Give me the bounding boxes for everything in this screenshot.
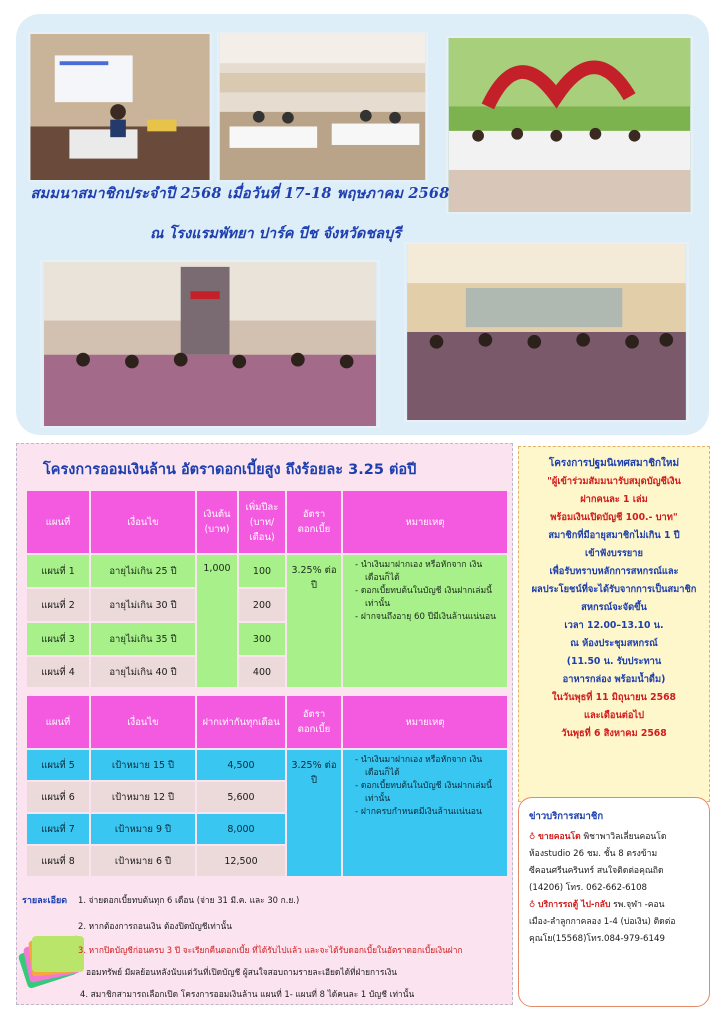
- condition-cell: เป้าหมาย 15 ปี: [91, 750, 195, 780]
- orientation-date-1: ในวันพุธที่ 11 มิถุนายน 2568: [551, 692, 677, 703]
- note-item: - ดอกเบี้ยทบต้นในบัญชี เงินฝากเล่มนี้เท่านั้น: [365, 780, 499, 806]
- condition-cell: เป้าหมาย 9 ปี: [91, 814, 195, 844]
- principal-cell: 1,000: [197, 555, 237, 687]
- savings-table-2: [25, 694, 509, 878]
- plan-cell: แผนที่ 7: [27, 814, 89, 844]
- rate-cell: 3.25% ต่อปี: [287, 750, 341, 876]
- seminar-audience-photo: [217, 32, 428, 182]
- detail-line-4: 4. สมาชิกสามารถเลือกเปิด โครงการออมเงินล้าน แผนที่ 1- แผนที่ 8 ได้คนละ 1 บัญชี เท่านั้น: [80, 989, 415, 999]
- plan-cell: แผนที่ 2: [27, 589, 89, 621]
- notes-cell: [343, 750, 507, 876]
- ring-icon: ♁: [529, 832, 536, 842]
- orientation-time: เวลา 12.00–13.10 น.: [564, 620, 664, 631]
- detail-line-1: 1. จ่ายดอกเบี้ยทบต้นทุก 6 เดือน (จ่าย 31 มี.ค. และ 30 ก.ย.): [78, 895, 300, 905]
- savings-table-1: [25, 489, 509, 689]
- ballroom-group-photo: [404, 242, 689, 422]
- amount-cell: 4,500: [197, 750, 285, 780]
- orientation-line: เข้าฟังบรรยาย: [585, 548, 643, 559]
- service-1-phone: (14206) โทร. 062-662-6108: [529, 883, 648, 893]
- savings-title: โครงการออมเงินล้าน อัตราดอกเบี้ยสูง ถึงร้อยละ 3.25 ต่อปี: [43, 462, 417, 478]
- header-rate: อัตราดอกเบี้ย: [287, 696, 341, 748]
- orientation-box: [518, 446, 710, 802]
- add-cell: 200: [239, 589, 285, 621]
- orientation-date-2: และเดือนต่อไป: [583, 710, 645, 721]
- plan-cell: แผนที่ 6: [27, 782, 89, 812]
- header-plan: แผนที่: [27, 696, 89, 748]
- orientation-line: เพื่อรับทราบหลักการสหกรณ์และ: [549, 566, 679, 577]
- service-2-label: บริการรถตู้ ไป-กลับ: [538, 900, 611, 910]
- condition-cell: เป้าหมาย 12 ปี: [91, 782, 195, 812]
- orientation-date-3: วันพุธที่ 6 สิงหาคม 2568: [561, 728, 667, 739]
- detail-line-3b: ออมทรัพย์ มีผลย้อนหลังนับแต่วันที่เปิดบัญชี ผู้สนใจสอบถามรายละเอียดได้ที่ฝ่ายการเงิน: [86, 967, 398, 977]
- header-add: เพิ่มปีละ (บาท/เดือน): [239, 491, 285, 553]
- orientation-line: สหกรณ์จะจัดขึ้น: [581, 602, 647, 613]
- seminar-location: ณ โรงแรมพัทยา ปาร์ค บีช จังหวัดชลบุรี: [150, 225, 402, 242]
- outdoor-group-photo: [446, 36, 693, 214]
- condition-cell: อายุไม่เกิน 30 ปี: [91, 589, 195, 621]
- passbook-cards-image: [18, 928, 88, 990]
- orientation-line: สมาชิกที่มีอายุสมาชิกไม่เกิน 1 ปี: [548, 530, 680, 541]
- plan-cell: แผนที่ 5: [27, 750, 89, 780]
- service-2-phone: คุณโย(15568)โทร.084-979-6149: [529, 934, 665, 944]
- orientation-line: (11.50 น. รับประทาน: [566, 656, 662, 667]
- orientation-quote-2: ฝากคนละ 1 เล่ม: [580, 494, 648, 505]
- service-1-name: พิชาพาวิลเลี่ยนคอนโด: [583, 832, 667, 842]
- header-note: หมายเหตุ: [343, 696, 507, 748]
- note-item: - ฝากครบกำหนดมีเงินล้านแน่นอน: [365, 806, 499, 819]
- orientation-line: ผลประโยชน์ที่จะได้รับจากการเป็นสมาชิก: [531, 584, 697, 595]
- add-cell: 100: [239, 555, 285, 587]
- notes-cell: [343, 555, 507, 687]
- orientation-line: อาหารกล่อง พร้อมน้ำดื่ม): [562, 674, 666, 685]
- indoor-group-photo: [40, 260, 380, 428]
- ring-icon: ♁: [529, 900, 536, 910]
- service-1-label: ขายคอนโด: [538, 832, 581, 842]
- detail-line-2: 2. หากต้องการถอนเงิน ต้องปิดบัญชีเท่านั้น: [78, 921, 232, 931]
- plan-cell: แผนที่ 3: [27, 623, 89, 655]
- note-item: - ฝากจนถึงอายุ 60 ปีมีเงินล้านแน่นอน: [365, 611, 499, 624]
- service-1-detail: ซีคอนศรีนครินทร์ สนใจติดต่อคุณถิด: [529, 866, 664, 876]
- note-item: - ดอกเบี้ยทบต้นในบัญชี เงินฝากเล่มนี้เท่านั้น: [365, 585, 499, 611]
- header-condition: เงื่อนไข: [91, 696, 195, 748]
- orientation-quote-3: พร้อมเงินเปิดบัญชี 100.- บาท": [550, 512, 678, 523]
- header-rate: อัตราดอกเบี้ย: [287, 491, 341, 553]
- plan-cell: แผนที่ 4: [27, 657, 89, 687]
- header-principal: เงินต้น (บาท): [197, 491, 237, 553]
- seminar-title: สมมนาสมาชิกประจำปี 2568 เมื่อวันที่ 17-18 พฤษภาคม 2568: [30, 185, 450, 202]
- note-item: - นำเงินมาฝากเอง หรือหักจาก เงินเดือนก็ได้: [365, 559, 499, 585]
- orientation-quote-1: "ผู้เข้าร่วมสัมมนารับสมุดบัญชีเงิน: [547, 476, 681, 487]
- add-cell: 400: [239, 657, 285, 687]
- header-monthly: ฝากเท่ากันทุกเดือน: [197, 696, 285, 748]
- rate-cell: 3.25% ต่อปี: [287, 555, 341, 687]
- services-title: ข่าวบริการสมาชิก: [529, 811, 604, 822]
- plan-cell: แผนที่ 8: [27, 846, 89, 876]
- header-note: หมายเหตุ: [343, 491, 507, 553]
- details-label: รายละเอียด: [22, 896, 68, 906]
- plan-cell: แผนที่ 1: [27, 555, 89, 587]
- member-services-box: [518, 797, 710, 1007]
- orientation-title: โครงการปฐมนิเทศสมาชิกใหม่: [548, 458, 680, 469]
- condition-cell: อายุไม่เกิน 35 ปี: [91, 623, 195, 655]
- amount-cell: 8,000: [197, 814, 285, 844]
- header-plan: แผนที่: [27, 491, 89, 553]
- seminar-speaker-photo: [28, 32, 212, 182]
- add-cell: 300: [239, 623, 285, 655]
- amount-cell: 5,600: [197, 782, 285, 812]
- orientation-venue: ณ ห้องประชุมสหกรณ์: [570, 638, 658, 649]
- condition-cell: เป้าหมาย 6 ปี: [91, 846, 195, 876]
- service-2-route: รพ.จุฬา -คอน: [613, 900, 665, 910]
- service-2-detail: เมือง-ลำลูกกาคลอง 1-4 (บ่อเงิน) ติดต่อ: [529, 917, 676, 927]
- service-1-detail: ห้องstudio 26 ชม. ชั้น 8 ตรงข้าม: [529, 849, 658, 859]
- note-item: - นำเงินมาฝากเอง หรือหักจาก เงินเดือนก็ได้: [365, 754, 499, 780]
- condition-cell: อายุไม่เกิน 25 ปี: [91, 555, 195, 587]
- amount-cell: 12,500: [197, 846, 285, 876]
- detail-line-3: 3. หากปิดบัญชีก่อนครบ 3 ปี จะเรียกคืนดอกเบี้ย ที่ได้รับไปแล้ว และจะได้รับดอกเบี้ยในอัตราดอกเบี้ยเงินฝาก: [78, 945, 463, 955]
- header-condition: เงื่อนไข: [91, 491, 195, 553]
- condition-cell: อายุไม่เกิน 40 ปี: [91, 657, 195, 687]
